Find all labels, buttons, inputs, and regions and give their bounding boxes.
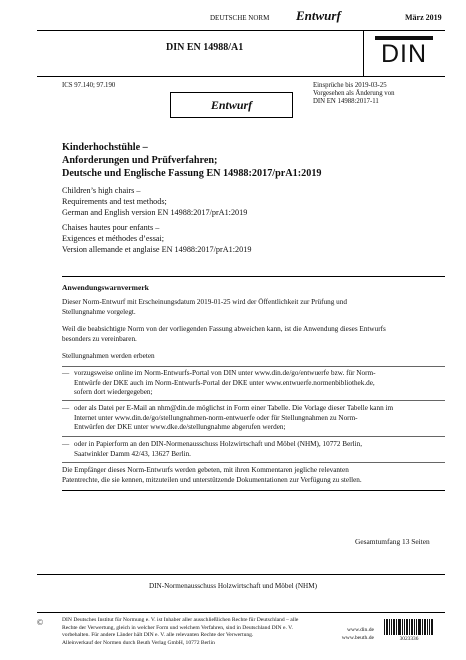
- warning-p2-line2: besonders zu vereinbaren.: [62, 334, 137, 343]
- title-de-line2: Anforderungen und Prüfverfahren;: [62, 155, 218, 166]
- warning-paragraph-3: Stellungnahmen werden erbeten: [62, 352, 155, 360]
- footer-web-din: www.din.de: [347, 627, 374, 633]
- bullet3-line2: Saatwinkler Damm 42/43, 13627 Berlin.: [74, 449, 191, 458]
- title-fr-line3: Version allemande et anglaise EN 14988:2017/prA1:2019: [62, 244, 252, 254]
- bullet-item-email: [74, 404, 393, 433]
- barcode: [383, 619, 435, 643]
- bullet-divider-1: [62, 400, 445, 401]
- bullet-dash-1: —: [62, 369, 70, 377]
- footer-top-rule: [37, 612, 445, 613]
- footer-line1: DIN Deutsches Institut für Normung e. V. ist Inhaber aller ausschließlichen Rechte für Deutschland – alle: [62, 617, 299, 623]
- footer-web: [340, 627, 374, 642]
- objection-date: Einsprüche bis 2019-03-25: [313, 82, 387, 89]
- footer-line3: vorbehalten. Für andere Länder hält DIN e. V. alle relevanten Rechte der Verwertung.: [62, 632, 254, 639]
- draft-stamp-text: Entwurf: [210, 98, 253, 112]
- footer-line4: Alleinverkauf der Normen durch Beuth Verlag GmbH, 10772 Berlin: [62, 639, 215, 646]
- bullet-dash-3: —: [62, 440, 70, 448]
- footer-line2: Rechte der Verwertung, gleich in welcher Form und welchem Verfahren, sind in Deutschland DIN e. V.: [62, 624, 293, 631]
- warning-paragraph-4: [62, 466, 362, 485]
- warning-p1-line1: Dieser Norm-Entwurf mit Erscheinungsdatum 2019-01-25 wird der Öffentlichkeit zur Prüfung und: [62, 298, 347, 306]
- title-de-line1: Kinderhochstühle –: [62, 142, 148, 153]
- warning-top-rule: [62, 276, 445, 277]
- header-status: Entwurf: [296, 8, 341, 23]
- warning-heading: Anwendungswarnvermerk: [62, 283, 149, 292]
- title-en-line3: German and English version EN 14988:2017/prA1:2019: [62, 207, 248, 217]
- title-en-line1: Children’s high chairs –: [62, 186, 141, 195]
- replacement-standard: DIN EN 14988:2017-11: [313, 98, 379, 105]
- doc-number: DIN EN 14988/A1: [166, 42, 244, 53]
- warning-p2-line1: Weil die beabsichtigte Norm von der vorliegenden Fassung abweichen kann, ist die Anwendung dieses Entwurfs: [62, 325, 386, 333]
- warning-p4-line2: Patentrechte, die sie kennen, mitzuteilen und unterstützende Dokumentationen zur Verfügung zu stellen.: [62, 475, 362, 484]
- bullet1-line3: sofern dort wiedergegeben;: [74, 388, 153, 397]
- warning-p4-line1: Die Empfänger dieses Norm-Entwurfs werden gebeten, mit ihren Kommentaren jegliche relevanten: [62, 466, 349, 474]
- title-fr-line2: Exigences et méthodes d’essai;: [62, 233, 165, 243]
- title-de-line3: Deutsche und Englische Fassung EN 14988:2017/prA1:2019: [62, 168, 322, 179]
- header-org: DEUTSCHE NORM: [210, 14, 270, 22]
- ics-code: ICS 97.140; 97.190: [62, 82, 116, 89]
- bullet1-line2: Entwürfe der DKE auch im Norm-Entwurfs-Portal der DKE unter www.entwuerfe.normenbibliothek.de,: [74, 378, 375, 387]
- header-date: März 2019: [405, 13, 442, 22]
- bullet-item-online: [74, 369, 375, 398]
- bullet-top-rule: [62, 366, 445, 367]
- committee-name: DIN-Normenausschuss Holzwirtschaft und Möbel (NHM): [148, 582, 318, 590]
- bullet-item-paper: [74, 440, 362, 459]
- din-logo-text: DIN: [380, 40, 428, 68]
- footer-web-beuth: www.beuth.de: [341, 634, 374, 641]
- warning-p1-line2: Stellungnahme vorgelegt.: [62, 307, 136, 316]
- warning-paragraph-1: [62, 298, 347, 317]
- din-logo: [375, 36, 433, 68]
- bullet1-line1: vorzugsweise online im Norm-Entwurfs-Portal von DIN unter www.din.de/go/entwuerfe bzw. für Norm-: [74, 369, 376, 377]
- bullet-dash-2: —: [62, 404, 70, 412]
- top-rule: [37, 30, 445, 31]
- bullet2-line1: oder als Datei per E-Mail an nhm@din.de möglichst in Form einer Tabelle. Die Vorlage dieser Tabelle kann im: [74, 404, 394, 412]
- title-en-line2: Requirements and test methods;: [62, 196, 167, 206]
- title-fr-line1: Chaises hautes pour enfants –: [62, 223, 160, 232]
- logo-divider: [363, 30, 364, 76]
- bullet2-line3: Entwürfen der DKE unter www.dke.de/stellungnahme abgerufen werden;: [74, 423, 286, 432]
- page-count: Gesamtumfang 13 Seiten: [355, 537, 430, 546]
- warning-paragraph-2: [62, 325, 386, 344]
- draft-stamp: [170, 92, 293, 118]
- bullet-divider-2: [62, 436, 445, 437]
- bullet-bottom-rule: [62, 462, 445, 463]
- title-fr: [62, 223, 251, 255]
- bullet2-line2: Internet unter www.din.de/go/stellungnahmen-norm-entwuerfe oder für Stellungnahmen zu Norm-: [74, 413, 358, 422]
- bullet3-line1: oder in Papierform an den DIN-Normenausschuss Holzwirtschaft und Möbel (NHM), 10772 Berlin,: [74, 440, 363, 448]
- committee-top-rule: [37, 574, 445, 575]
- replacement-note: Vorgesehen als Änderung von: [313, 90, 395, 97]
- title-en: [62, 186, 247, 218]
- title-de: [62, 141, 322, 180]
- barcode-number: 3023336: [399, 636, 419, 642]
- warning-bottom-rule: [62, 490, 445, 491]
- copyright-symbol: ©: [37, 618, 44, 627]
- mid-rule: [37, 76, 445, 77]
- footer-rights-text: [62, 617, 298, 647]
